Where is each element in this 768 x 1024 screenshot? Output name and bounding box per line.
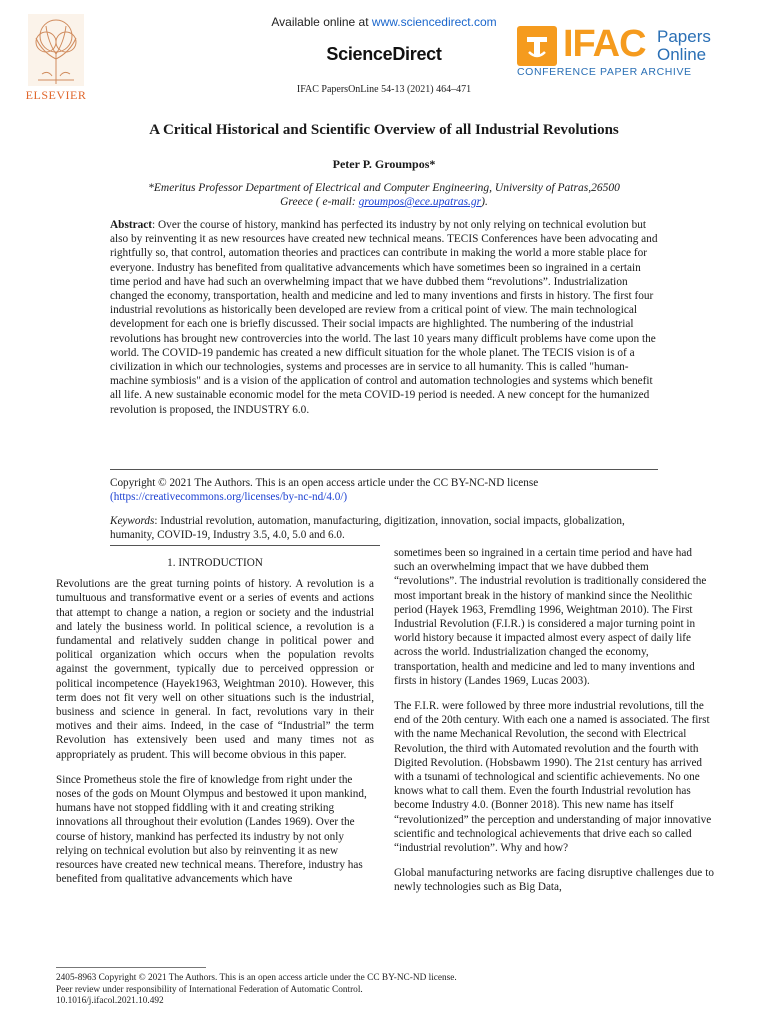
ifac-emblem-icon: [517, 26, 557, 66]
body-column-right: [394, 546, 714, 906]
keywords-text: : Industrial revolution, automation, manufacturing, digitization, innovation, social impacts, globalization, humanity, COVID-19, Industry 3.5, 4.0, 5.0 and 6.0.: [110, 515, 625, 542]
ifac-online-word: Online: [657, 45, 707, 64]
affiliation-line-2: [100, 195, 668, 209]
paragraph: Revolutions are the great turning points of history. A revolution is a tumultuous and transformative event or a series of events and actions that attempt to change a nation, a region or society and the industrial and lately the business world. In political science, a revolution is a fundamental and relatively sudden change in political power and political organization which occurs when the population revolts against the government, typically due to perceived oppression or political incompetence (Hayek1963, Weightman 2010). However, this term does not fit very well on other situations such is the industrial, business and science in general. In fact, revolutions vary in their motives and their aims. Indeed, in the case of “Industrial” the term Revolution has extensively been used and many times not as appropriately as prudent. This will become obvious in this paper.: [56, 578, 374, 761]
paragraph: The F.I.R. were followed by three more industrial revolutions, till the end of the 20th century. With each one a named is associated. The first with the name Mechanical Revolution, the second with Electrical Revolution, the third with Automated revolution and the fourth with Digited Revolution. (Hobsbawm 1990). The 21st century has arrived with a tsunami of technological and scientific achievements. No one knows what to call them. Even the fourth Industrial revolution has become Industry 4.0. (Bonner 2018). This new name has itself “revolutionized” the perception and understanding of major innovative scientific and technological achievements that drive each so called “industrial revolution”. Why and how?: [394, 700, 712, 855]
divider-bottom: [110, 545, 380, 546]
ifac-archive-subtitle: CONFERENCE PAPER ARCHIVE: [517, 66, 692, 78]
abstract: [110, 218, 658, 417]
ifac-glyph-icon: [517, 26, 557, 66]
copyright-notice: [110, 476, 658, 504]
author-email-link[interactable]: groumpos@ece.upatras.gr: [358, 196, 482, 208]
footer-copyright: 2405-8963 Copyright © 2021 The Authors. This is an open access article under the CC BY-NC-ND license.: [56, 973, 457, 983]
copyright-text: Copyright © 2021 The Authors. This is an open access article under the CC BY-NC-ND license: [110, 477, 539, 489]
author-affiliation: [100, 181, 668, 209]
ifac-papersonline-logo: [517, 23, 722, 84]
affiliation-line-1: *Emeritus Professor Department of Electrical and Computer Engineering, University of Patras,26500: [148, 182, 620, 194]
body-column-left: [56, 556, 374, 897]
license-link[interactable]: (https://creativecommons.org/licenses/by-nc-nd/4.0/): [110, 491, 348, 503]
divider-top: [110, 469, 658, 470]
section-heading: 1. INTRODUCTION: [167, 557, 263, 569]
page-footer: [56, 973, 656, 1008]
elsevier-wordmark: ELSEVIER: [25, 88, 87, 102]
ifac-mark: IFAC: [563, 23, 646, 65]
article-title: A Critical Historical and Scientific Overview of all Industrial Revolutions: [149, 122, 619, 138]
abstract-label: Abstract: [110, 219, 153, 231]
footer-doi: 10.1016/j.ifacol.2021.10.492: [56, 996, 164, 1006]
available-online-label: Available online at: [271, 15, 372, 29]
journal-reference: IFAC PapersOnLine 54-13 (2021) 464–471: [296, 84, 472, 95]
affiliation-email-prefix: Greece ( e-mail:: [280, 196, 359, 208]
footer-divider: [56, 967, 206, 968]
paragraph: Since Prometheus stole the fire of knowledge from right under the noses of the gods on Mount Olympus and bestowed it upon mankind, humans have not stopped fiddling with it and creating striking innovations all throughout their evolution (Landes 1969). Over the course of history, mankind has perfected its industry by not only relying on technical evolution but also by reinventing it as new resources have created new technical means. Therefore, industry has benefited from qualitative advancements which have: [56, 773, 367, 886]
footer-peer-review: Peer review under responsibility of International Federation of Automatic Control.: [56, 984, 363, 995]
keywords-label: Keywords: [110, 515, 155, 527]
sciencedirect-title: ScienceDirect: [326, 44, 442, 64]
ifac-papers-word: Papers: [657, 27, 711, 46]
article-author: Peter P. Groumpos*: [332, 157, 436, 171]
paragraph: Global manufacturing networks are facing disruptive challenges due to newly technologies such as Big Data,: [394, 867, 714, 894]
sciencedirect-link[interactable]: www.sciencedirect.com: [371, 15, 497, 29]
affiliation-email-suffix: ).: [481, 196, 488, 208]
keywords: [110, 514, 658, 542]
abstract-text: : Over the course of history, mankind has perfected its industry by not only relying on technical evolution but also by reinventing it as new resources have created new technical means. TECIS Conferences have been advocating and rightfully so, that control, automation theories and practices can contribute in making the world a more stable place for everyone. Industry has benefited from qualitative advancements which have sometimes been so ingrained in a certain time period and have had such an overwhelming impact that we have dubbed them “revolutions”. Industrialization changed the economy, transportation, health and medicine and led to many inventions and firsts in history. The first four industrial revolutions as historically been developed are review from a critical point of view. The main technological development for each one is briefly discussed. Their social impacts are highlighted. The numbering of the industrial revolutions has brought new controvercies into the world. The last 10 years many difficult problems have come upon the world. The COVID-19 pandemic has created a new difficult situation for the whole planet. The TECIS vision is of a civilization in which our technologies, systems and processes are in service to all humanity. This is called "human-machine symbiosis" and is a vision of the application of control and automation technologies and systems which benefit all life. A new sustainable economic model for the meta COVID-19 period is needed. A new concept for the humanized revolution is proposed, the INDUSTRY 6.0.: [110, 219, 658, 416]
ifac-papers-online: [657, 28, 711, 64]
paragraph: sometimes been so ingrained in a certain time period and have had such an overwhelming impact that we have dubbed them “revolutions”. The industrial revolution is traditionally considered the most important break in the history of mankind since the Neolithic period (Hayek 1963, Fremdling 1996, Weightman 2010). The First Industrial Revolution (F.I.R.) is considered a major turning point in world history because it impacted almost every aspect of daily life across the world. Industrialization changed the economy, transportation, health and medicine and led to many inventions and firsts in history (Landes 1969, Lucas 2003).: [394, 547, 707, 687]
